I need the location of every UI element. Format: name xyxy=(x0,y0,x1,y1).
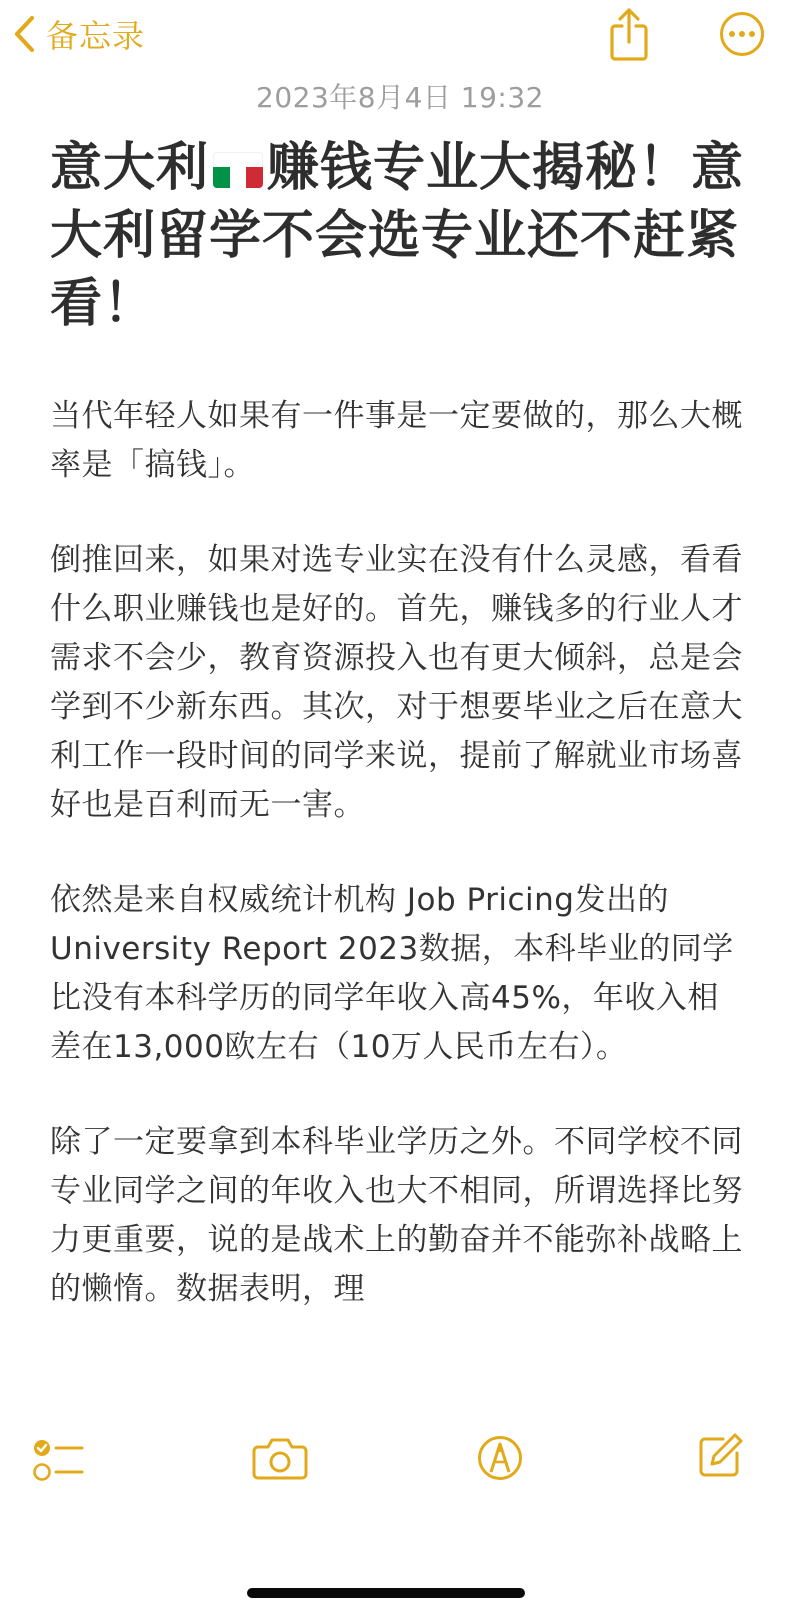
note-paragraph-3: 依然是来自权威统计机构 Job Pricing发出的University Report 2023数据，本科毕业的同学比没有本科学历的同学年收入高45%，年收入相差在13,000欧左右（10万人民币左右）。 xyxy=(50,882,734,1065)
note-title-part-1: 意大利 xyxy=(50,138,210,198)
flag-stripe-white xyxy=(230,167,247,188)
camera-button[interactable] xyxy=(250,1430,310,1486)
note-title[interactable] xyxy=(50,134,750,338)
more-ellipsis-icon xyxy=(718,10,766,58)
chevron-left-icon xyxy=(12,14,36,54)
share-button[interactable] xyxy=(607,6,651,62)
navigation-bar xyxy=(0,0,800,70)
checklist-icon xyxy=(32,1436,84,1484)
markup-button[interactable] xyxy=(470,1430,530,1486)
flag-stripe-green xyxy=(213,167,230,188)
compose-button[interactable] xyxy=(690,1428,750,1484)
note-paragraph-4: 除了一定要拿到本科毕业学历之外。不同学校不同专业同学之间的年收入也大不相同，所谓选择比努力更重要，说的是战术上的勤奋并不能弥补战略上的懒惰。数据表明，理 xyxy=(50,1124,743,1307)
flag-stripe-red xyxy=(246,167,263,188)
note-paragraph-1: 当代年轻人如果有一件事是一定要做的，那么大概率是「搞钱」。 xyxy=(50,398,743,483)
more-button[interactable] xyxy=(718,10,766,58)
markup-pen-icon xyxy=(476,1434,524,1482)
home-indicator[interactable] xyxy=(247,1588,525,1598)
note-body[interactable] xyxy=(50,392,750,1412)
italy-flag-icon xyxy=(213,152,263,188)
note-paragraph-2: 倒推回来，如果对选专业实在没有什么灵感，看看什么职业赚钱也是好的。首先，赚钱多的行业人才需求不会少，教育资源投入也有更大倾斜，总是会学到不少新东西。其次，对于想要毕业之后在意大利工作一段时间的同学来说，提前了解就业市场喜好也是百利而无一害。 xyxy=(50,542,743,823)
compose-icon xyxy=(695,1431,745,1481)
back-label: 备忘录 xyxy=(46,17,146,55)
note-timestamp: 2023年8月4日 19:32 xyxy=(256,81,544,114)
note-title-part-2: 赚钱专业大揭秘！意大利留学不会选专业还不赶紧看！ xyxy=(50,138,745,334)
checklist-button[interactable] xyxy=(28,1432,88,1488)
back-button[interactable] xyxy=(12,12,145,56)
camera-icon xyxy=(252,1435,308,1481)
share-icon xyxy=(607,6,651,62)
